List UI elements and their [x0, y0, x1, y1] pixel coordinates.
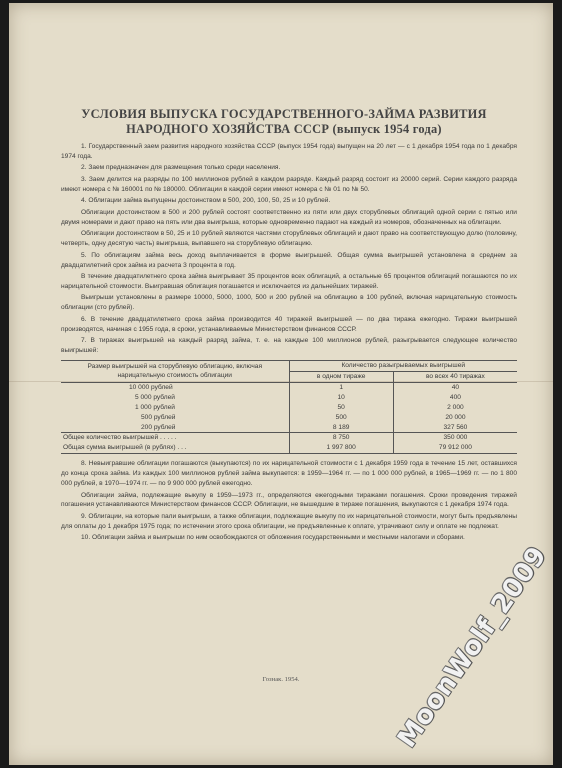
table-cell-size: 500 рублей [141, 413, 176, 421]
table-cell-all: 20 000 [393, 413, 517, 423]
table-cell-all: 2 000 [393, 403, 517, 413]
paragraph: Облигации достоинством в 500 и 200 рублей состоят соответственно из пяти или двух сторублевых облигаций одной серии с пятью или двумя номерами и дают право на пять или два выигрыша, которые одновременно падают на каждый из номеров, обозначенных на облигации. [61, 208, 517, 226]
terms-body [61, 142, 517, 545]
paragraph: 6. В течение двадцатилетнего срока займа производится 40 тиражей выигрышей — по два тиража ежегодно. Тиражи выигрышей производятся, начиная с 1955 года, в сроки, устанавливаемые Министерством финансов СССР. [61, 315, 517, 333]
table-cell-all: 327 560 [393, 423, 517, 433]
paragraph: 8. Невыигравшие облигации погашаются (выкупаются) по их нарицательной стоимости с 1 декабря 1959 года в течение 15 лет, оставшихся до конца срока займа. Из каждых 100 миллионов рублей займа выкупается: в 1959—1964 гг. — по 1 000 000 рублей, в 1965—1969 гг. — по 1 800 000 рублей, в 1970—1974 гг. — по 9 900 000 рублей ежегодно. [61, 460, 517, 488]
paragraph: Облигации достоинством в 50, 25 и 10 рублей являются частями сторублевых облигаций и дают право на соответствующую долю (половину, четверть, одну десятую часть) выигрыша, выпавшего на сторублевую облигацию. [61, 230, 517, 248]
paragraph: 2. Заем предназначен для размещения только среди населения. [81, 164, 281, 172]
table-cell-one: 8 189 [289, 423, 393, 433]
paragraph: 7. В тиражах выигрышей на каждый разряд займа, т. е. на каждые 100 миллионов рублей, разыгрывается следующее количество выигрышей: [61, 337, 517, 355]
table-total-label: Общее количество выигрышей . . . . . [61, 433, 289, 443]
title-line-2: НАРОДНОГО ХОЗЯЙСТВА СССР (выпуск 1954 года) [126, 121, 442, 136]
paragraph: 10. Облигации займа и выигрыши по ним освобождаются от обложения государственными и местными налогами и сборами. [81, 534, 465, 542]
table-total-label: Общая сумма выигрышей (в рублях) . . . [61, 443, 289, 453]
table-row [61, 413, 517, 423]
paragraph: Облигации займа, подлежащие выкупу в 1959—1973 гг., определяются ежегодными тиражами погашения. Сроки проведения тиражей погашения устанавливаются Министерством финансов СССР. Облигации, не вышедшие в тираже погашения, выкупаются с 1 декабря 1974 года. [61, 491, 517, 509]
table-cell-size: 5 000 рублей [135, 393, 175, 401]
paragraph: 5. По облигациям займа весь доход выплачивается в форме выигрышей. Общая сумма выигрышей установлена в среднем за двадцатилетний срок займа из расчета 3 процента в год. [61, 251, 517, 269]
table-sub-all-draws: во всех 40 тиражах [393, 371, 517, 382]
table-head-size: Размер выигрышей на сторублевую облигацию, включая нарицательную стоимость облигации [61, 361, 289, 383]
paragraph: 3. Заем делится на разряды по 100 миллионов рублей в каждом разряде. Каждый разряд состоит из 20000 серий. Серии каждого разряда имеют номера с № 160001 по № 180000. Облигации в каждой серии имеют номера с № 01 по № 50. [61, 175, 517, 193]
printer-imprint: Гознак. 1954. [262, 676, 300, 683]
table-total-all: 79 912 000 [393, 443, 517, 453]
paragraph: В течение двадцатилетнего срока займа выигрывает 35 процентов всех облигаций, а остальные 65 процентов облигаций погашаются по их нарицательной стоимости. Выигравшая облигация погашается и исключается из дальнейших тиражей. [61, 273, 517, 290]
table-sub-one-draw: в одном тираже [289, 371, 393, 382]
paragraph: 9. Облигации, на которые пали выигрыши, а также облигации, подлежащие выкупу по их нарицательной стоимости, могут быть предъявлены для оплаты до 1 декабря 1975 года; по истечении этого срока облигации, не предъявленные к оплате, утрачивают силу и оплате не подлежат. [61, 512, 517, 530]
table-cell-size: 200 рублей [141, 423, 176, 431]
winnings-table [61, 360, 517, 454]
table-total-one: 8 750 [289, 433, 393, 443]
paragraph: 4. Облигации займа выпущены достоинством в 500, 200, 100, 50, 25 и 10 рублей. [81, 197, 331, 205]
table-cell-one: 500 [289, 413, 393, 423]
table-cell-size: 1 000 рублей [135, 403, 175, 411]
table-total-row [61, 443, 517, 453]
table-cell-one: 1 [289, 382, 393, 392]
title-line-1: УСЛОВИЯ ВЫПУСКА ГОСУДАРСТВЕННОГО-ЗАЙМА РАЗВИТИЯ [81, 107, 487, 121]
table-cell-all: 400 [393, 393, 517, 403]
table-total-all: 350 000 [393, 433, 517, 443]
table-total-one: 1 997 800 [289, 443, 393, 453]
table-row [61, 423, 517, 433]
table-cell-one: 50 [289, 403, 393, 413]
table-cell-all: 40 [393, 382, 517, 392]
paragraph: 1. Государственный заем развития народного хозяйства СССР (выпуск 1954 года) выпущен на 20 лет — с 1 декабря 1954 года по 1 декабря 1974 года. [61, 143, 517, 160]
table-total-row [61, 433, 517, 443]
table-row [61, 403, 517, 413]
paragraph: Выигрыши установлены в размере 10000, 5000, 1000, 500 и 200 рублей на облигацию в 100 рублей, включая нарицательную стоимость облигации (сто рублей). [61, 294, 517, 312]
table-head-count: Количество разыгрываемых выигрышей [289, 361, 517, 372]
table-cell-one: 10 [289, 393, 393, 403]
table-row [61, 382, 517, 392]
table-row [61, 393, 517, 403]
watermark: MoonWolf_2009 [392, 541, 553, 754]
document-title [49, 107, 519, 136]
table-cell-size: 10 000 рублей [61, 382, 289, 392]
